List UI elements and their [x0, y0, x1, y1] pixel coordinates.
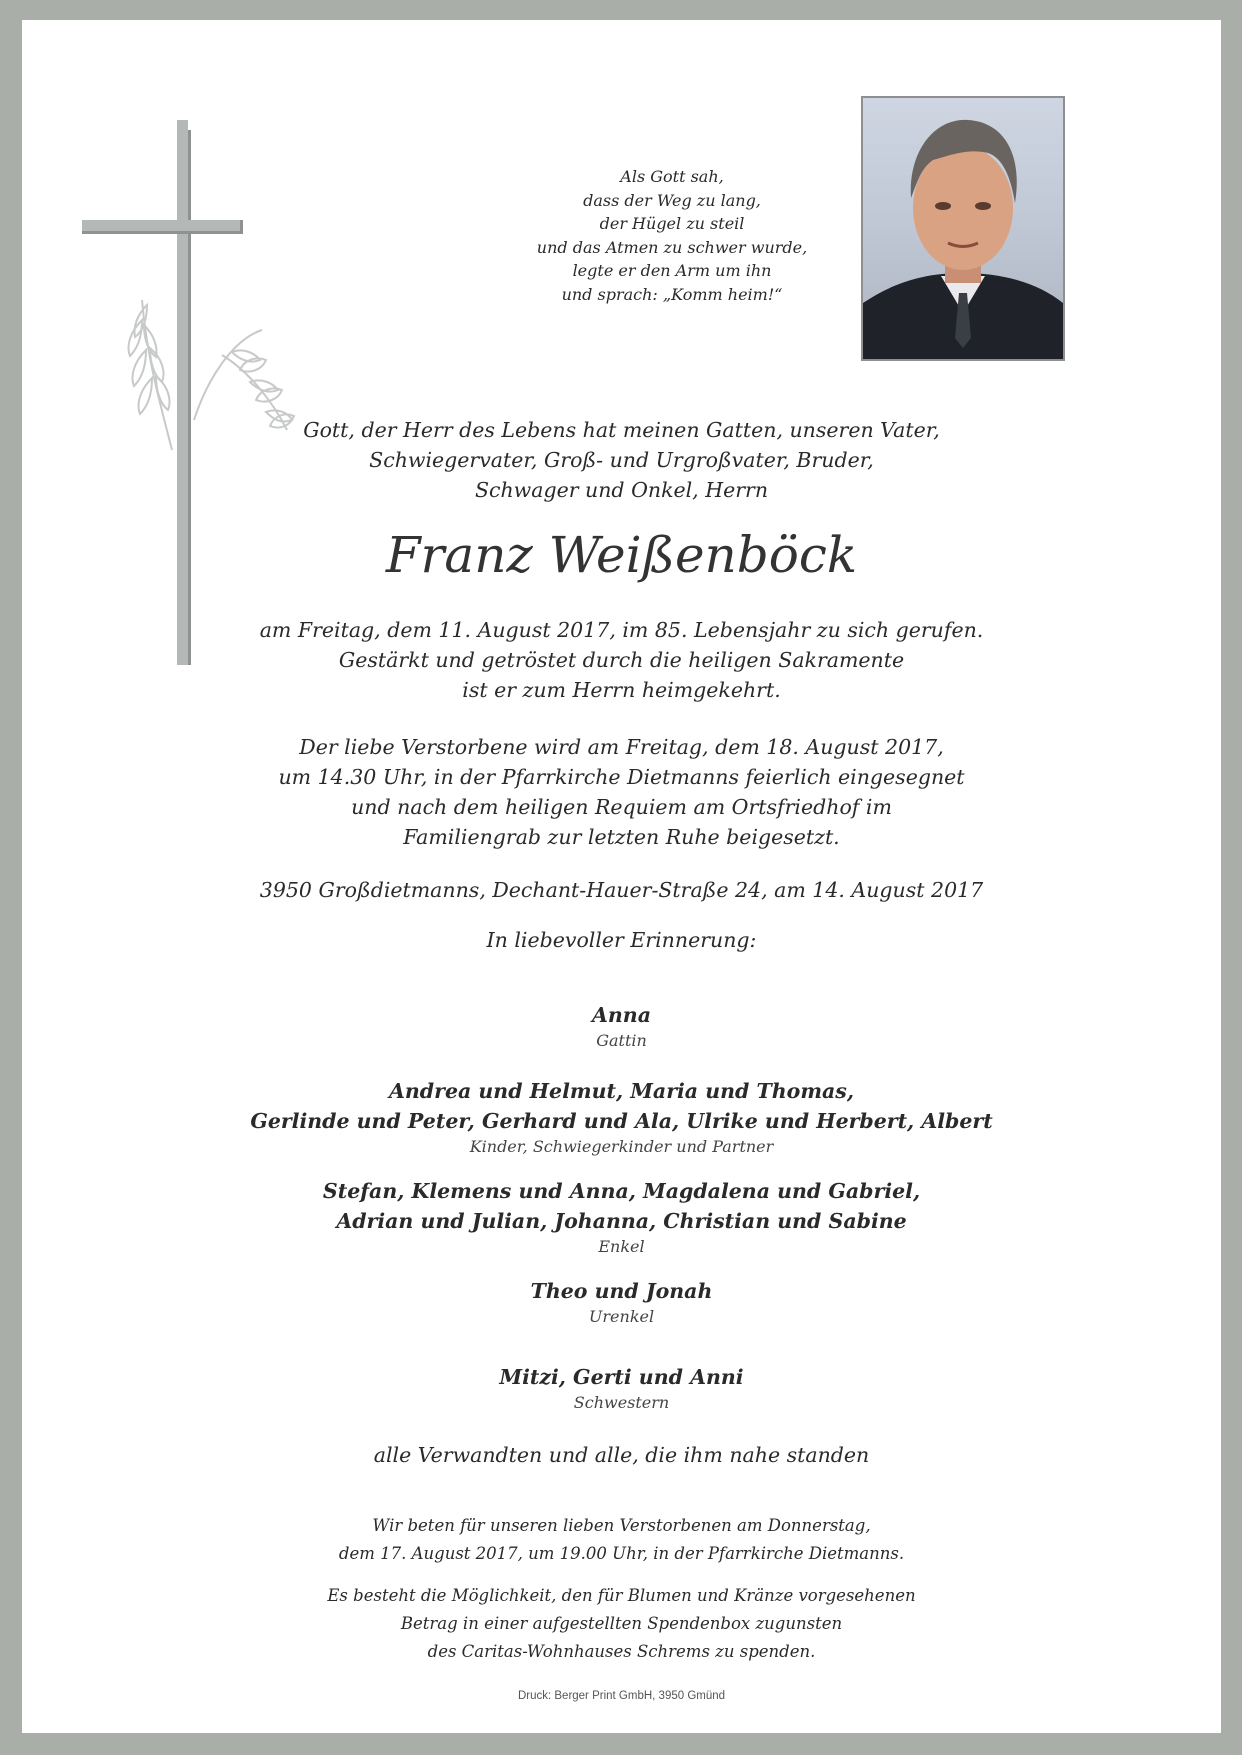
donation-line: Betrag in einer aufgestellten Spendenbox zugunsten — [400, 1614, 843, 1633]
mourner-names: Theo und Jonah — [530, 1279, 713, 1303]
paragraph-line: und nach dem heiligen Requiem am Ortsfriedhof im — [351, 795, 892, 819]
printer-credit: Druck: Berger Print GmbH, 3950 Gmünd — [517, 1690, 726, 1702]
donation-line: Es besteht die Möglichkeit, den für Blumen und Kränze vorgesehenen — [327, 1586, 916, 1605]
poem-line: und das Atmen zu schwer wurde, — [536, 237, 808, 257]
mourner-names: Gerlinde und Peter, Gerhard und Ala, Ulrike und Herbert, Albert — [250, 1109, 993, 1133]
mourner-names: Mitzi, Gerti und Anni — [499, 1365, 744, 1389]
poem-line: und sprach: „Komm heim!“ — [561, 284, 783, 304]
intro-line: Schwiegervater, Groß- und Urgroßvater, Bruder, — [369, 448, 874, 472]
memorial-poem — [412, 165, 932, 306]
poem-line: dass der Weg zu lang, — [583, 190, 761, 210]
intro-line: Schwager und Onkel, Herrn — [474, 478, 769, 502]
poem-line: der Hügel zu steil — [599, 214, 745, 233]
mourner-names: Adrian und Julian, Johanna, Christian und Sabine — [336, 1209, 907, 1233]
paragraph-line: Der liebe Verstorbene wird am Freitag, dem 18. August 2017, — [299, 735, 944, 759]
donation-notice — [22, 1582, 1221, 1666]
intro-line: Gott, der Herr des Lebens hat meinen Gatten, unseren Vater, — [303, 418, 940, 442]
relatives-line: alle Verwandten und alle, die ihm nahe standen — [373, 1443, 870, 1467]
portrait-photo — [861, 96, 1065, 361]
obituary-sheet — [22, 20, 1221, 1733]
donation-line: des Caritas-Wohnhauses Schrems zu spenden. — [427, 1642, 816, 1661]
prayer-line: Wir beten für unseren lieben Verstorbenen am Donnerstag, — [372, 1516, 871, 1535]
deceased-name: Franz Weißenböck — [385, 526, 858, 584]
paragraph-line: am Freitag, dem 11. August 2017, im 85. Lebensjahr zu sich gerufen. — [259, 618, 984, 642]
mourner-names: Stefan, Klemens und Anna, Magdalena und Gabriel, — [322, 1179, 921, 1203]
mourner-names: Anna — [592, 1003, 651, 1027]
paragraph-line: um 14.30 Uhr, in der Pfarrkirche Dietmanns feierlich eingesegnet — [278, 765, 965, 789]
mourner-role: Urenkel — [588, 1307, 655, 1326]
memory-heading: In liebevoller Erinnerung: — [486, 928, 757, 952]
intro-text — [22, 415, 1221, 505]
mourner-group — [22, 1362, 1221, 1414]
mourner-group — [22, 1000, 1221, 1052]
portrait-illustration-icon — [863, 98, 1063, 359]
mourner-group — [22, 1176, 1221, 1258]
paragraph-line: Gestärkt und getröstet durch die heiligen Sakramente — [338, 648, 905, 672]
mourner-group — [22, 1276, 1221, 1328]
paragraph-line: Familiengrab zur letzten Ruhe beigesetzt. — [403, 825, 840, 849]
mourner-role: Gattin — [596, 1031, 647, 1050]
mourner-group — [22, 1076, 1221, 1158]
prayer-notice — [22, 1512, 1221, 1568]
cross-wheat-icon — [72, 120, 312, 680]
prayer-line: dem 17. August 2017, um 19.00 Uhr, in der Pfarrkirche Dietmanns. — [338, 1544, 905, 1563]
funeral-details-paragraph — [22, 732, 1221, 852]
mourner-role: Enkel — [598, 1237, 645, 1256]
mourner-role: Kinder, Schwiegerkinder und Partner — [469, 1137, 774, 1156]
address-date: 3950 Großdietmanns, Dechant-Hauer-Straße 24, am 14. August 2017 — [259, 878, 984, 902]
mourner-role: Schwestern — [573, 1393, 670, 1412]
mourner-names: Andrea und Helmut, Maria und Thomas, — [389, 1079, 854, 1103]
poem-line: Als Gott sah, — [620, 167, 724, 186]
poem-line: legte er den Arm um ihn — [572, 261, 772, 280]
death-notice-paragraph — [22, 615, 1221, 705]
paragraph-line: ist er zum Herrn heimgekehrt. — [462, 678, 781, 702]
